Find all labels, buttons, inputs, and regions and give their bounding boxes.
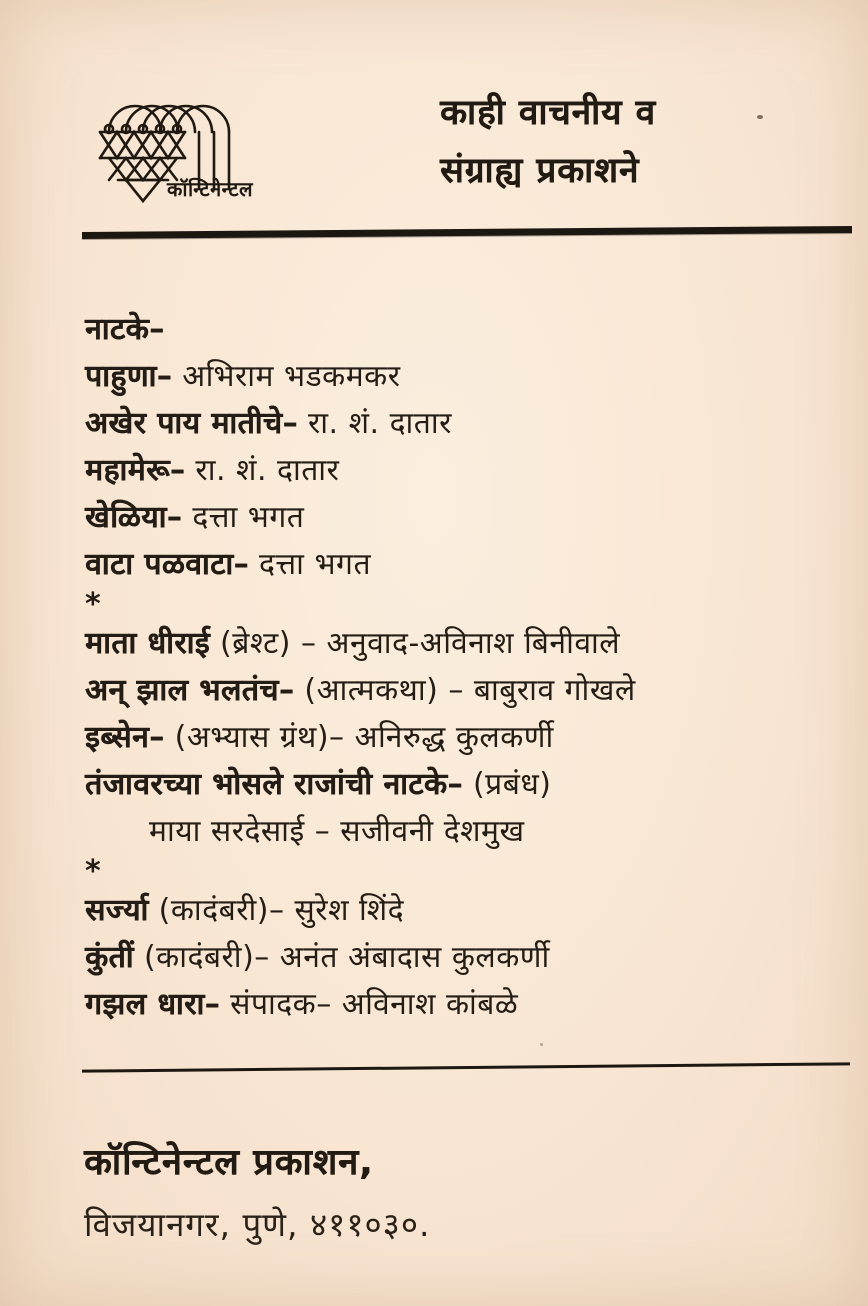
catalog-entry (85, 402, 805, 449)
catalog-entry (85, 543, 805, 590)
book-author: (कादंबरी)– सुरेश शिंदे (148, 893, 405, 928)
divider-rule-top (82, 226, 852, 239)
publisher-footer (84, 1136, 430, 1246)
book-catalog-list (85, 308, 805, 1030)
catalog-section-heading (85, 308, 805, 355)
book-title: अखेर पाय मातीचे– (85, 406, 298, 441)
book-author: रा. शं. दातार (185, 453, 340, 488)
publisher-address: विजयानगर, पुणे, ४११०३०. (84, 1205, 431, 1244)
divider-rule-bottom (82, 1062, 850, 1072)
book-author: संपादक– अविनाश कांबळे (220, 987, 519, 1022)
book-author: रा. शं. दातार (297, 406, 452, 441)
publisher-logo (95, 80, 280, 210)
catalog-entry (85, 763, 805, 810)
book-author: माया सरदेसाई – सजीवनी देशमुख (149, 814, 525, 849)
book-title: खेळिया– (85, 500, 183, 535)
book-title: इब्सेन– (85, 720, 165, 755)
book-author: (प्रबंध) (462, 767, 552, 802)
catalog-entry (85, 449, 805, 496)
catalog-entry (85, 716, 805, 763)
book-author: (कादंबरी)– अनंत अंबादास कुलकर्णी (133, 940, 550, 975)
book-title: गझल धारा– (85, 987, 221, 1022)
ink-speck (757, 115, 763, 119)
catalog-entry (85, 936, 805, 983)
book-author: दत्ता भगत (248, 547, 372, 582)
publisher-name: कॉन्टिनेन्टल प्रकाशन, (84, 1142, 374, 1183)
book-title: पाहुणा– (85, 359, 173, 394)
ink-speck (540, 1043, 543, 1046)
separator-asterisk: * (85, 587, 102, 622)
catalog-entry (85, 889, 805, 936)
book-author: (अभ्यास ग्रंथ)– अनिरुद्ध कुलकर्णी (164, 720, 554, 755)
book-title: अन् झाल भलतंच– (85, 673, 295, 708)
header-line-2: संग्राह्य प्रकाशने (440, 151, 640, 191)
book-title: तंजावरच्या भोसले राजांची नाटके– (85, 767, 463, 802)
book-title: कुंतीं (85, 940, 134, 975)
book-title: वाटा पळवाटा– (85, 547, 249, 582)
catalog-entry (85, 496, 805, 543)
page-header (440, 84, 656, 200)
book-title: सर्ज्या (85, 893, 149, 928)
book-title: माता धीराई (85, 626, 211, 661)
catalog-entry (85, 669, 805, 716)
book-author: (ब्रेश्ट) – अनुवाद-अविनाश बिनीवाले (210, 626, 621, 661)
book-author: दत्ता भगत (182, 500, 305, 535)
book-author: (आत्मकथा) – बाबुराव गोखले (294, 673, 636, 708)
catalog-entry (85, 983, 805, 1030)
logo-caption-text: कॉन्टिनेन्टल (167, 177, 254, 201)
section-title: नाटके– (85, 312, 165, 347)
catalog-entry-continuation (85, 810, 805, 857)
book-title: महामेरू– (85, 453, 186, 488)
catalog-entry (85, 355, 805, 402)
header-line-1: काही वाचनीय व (440, 93, 656, 133)
book-author: अभिराम भडकमकर (172, 359, 401, 394)
separator-asterisk: * (85, 854, 102, 889)
catalog-entry (85, 622, 805, 669)
